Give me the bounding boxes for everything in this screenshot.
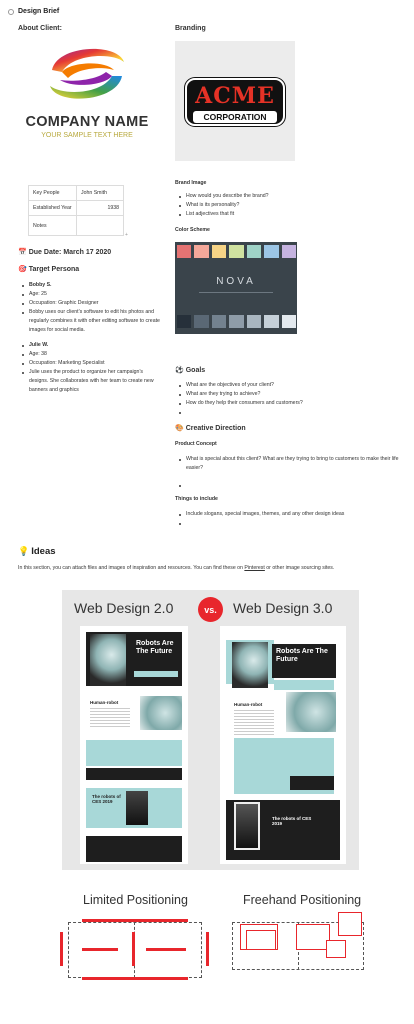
things-to-include-heading: Things to include	[175, 496, 218, 502]
limited-positioning-diagram	[60, 912, 210, 987]
human-robot-title: Human-robot	[234, 702, 263, 707]
web-design-3-title: Web Design 3.0	[233, 600, 333, 616]
persona-name[interactable]: Julie W.	[21, 341, 161, 350]
color-swatch	[247, 245, 261, 258]
creative-direction-header	[175, 424, 246, 432]
freehand-positioning-diagram	[230, 908, 370, 978]
web-design-2-title: Web Design 2.0	[74, 600, 174, 616]
persona-name[interactable]: Bobby S.	[21, 281, 161, 290]
list-item[interactable]: Age: 38	[21, 350, 161, 359]
logo-tagline: YOUR SAMPLE TEXT HERE	[41, 132, 133, 139]
red-bar-right-edge	[206, 932, 209, 966]
target-persona-header	[18, 265, 79, 273]
color-palette	[175, 242, 297, 334]
company-logo	[22, 40, 152, 140]
list-item[interactable]: What is special about this client? What are they trying to bring to customers to make their life easier?	[178, 455, 406, 473]
palette-name: NOVA	[216, 276, 256, 287]
calendar-icon: 📅	[18, 248, 27, 256]
page-header	[8, 8, 59, 15]
hero-accent	[134, 671, 178, 677]
table-cell-value[interactable]: John Smith	[77, 186, 124, 201]
table-row	[29, 186, 124, 201]
person-image	[234, 802, 260, 850]
list-item[interactable]	[178, 481, 406, 490]
red-bar-bottom	[82, 977, 188, 980]
color-swatch	[264, 315, 278, 328]
human-robot-title: Human-robot	[90, 700, 119, 705]
persona-bobby	[21, 281, 161, 336]
web-design-comparison-image	[62, 590, 359, 870]
web-design-3-page	[220, 626, 346, 864]
about-client-heading: About Client:	[18, 25, 62, 32]
color-swatch	[177, 315, 191, 328]
web-design-2-page	[80, 626, 188, 864]
box-3	[296, 924, 330, 950]
feature-icons	[290, 776, 334, 790]
text-lines	[234, 710, 274, 736]
persona-julie	[21, 341, 161, 396]
feature-band	[86, 740, 182, 766]
box-4	[338, 912, 362, 936]
lightbulb-icon: 💡	[18, 546, 30, 557]
branding-heading: Branding	[175, 25, 206, 32]
robot-head-image	[232, 642, 268, 688]
event-title: The robots of CES 2019	[92, 794, 121, 804]
list-item[interactable]: Occupation: Graphic Designer	[21, 299, 161, 308]
list-item[interactable]: Bobby uses our client's software to edit his photos and regularly combines it with other editing software to create images for social media.	[21, 308, 161, 335]
robot-head-image	[90, 634, 126, 686]
acme-logo-subword: CORPORATION	[193, 111, 277, 123]
due-date	[18, 248, 111, 256]
hero-title: Robots Are The Future	[276, 648, 328, 663]
list-item[interactable]: What is its personality?	[178, 201, 378, 210]
person-image	[126, 791, 148, 825]
brand-image-list	[178, 192, 378, 219]
creative-direction-heading: Creative Direction	[185, 424, 246, 432]
add-row-icon[interactable]: +	[125, 232, 128, 238]
list-item[interactable]: Julie uses the product to organize her campaign's designs. She collaborates with her team to create new banners and graphics	[21, 368, 161, 395]
list-item[interactable]: Include slogans, special images, themes, and any other design ideas	[178, 510, 406, 519]
palette-icon: 🎨	[175, 424, 184, 432]
color-swatch	[229, 315, 243, 328]
color-swatch	[282, 245, 296, 258]
list-item[interactable]: What are the objectives of your client?	[178, 381, 398, 390]
table-row	[29, 216, 124, 236]
pinterest-link[interactable]: Pinterest	[244, 565, 265, 571]
red-bar-right-h	[146, 948, 186, 951]
color-swatch	[212, 245, 226, 258]
palette-subtitle-line	[199, 292, 273, 293]
target-icon: 🎯	[18, 265, 27, 273]
color-swatch	[264, 245, 278, 258]
color-swatch	[247, 315, 261, 328]
acme-logo	[185, 78, 285, 126]
product-concept-heading: Product Concept	[175, 441, 217, 447]
table-cell-value[interactable]: 1938	[77, 201, 124, 216]
color-swatch	[212, 315, 226, 328]
table-row	[29, 201, 124, 216]
ideas-description	[18, 564, 408, 572]
things-to-include-list	[178, 510, 406, 528]
product-concept-list	[178, 455, 406, 490]
page-icon	[8, 9, 14, 15]
color-swatch	[282, 315, 296, 328]
red-bar-left-edge	[60, 932, 63, 966]
color-swatch	[177, 245, 191, 258]
acme-logo-word: ACME	[195, 83, 275, 109]
red-bar-top	[82, 919, 188, 922]
list-item[interactable]: How would you describe the brand?	[178, 192, 378, 201]
target-persona-heading: Target Persona	[28, 265, 80, 273]
list-item[interactable]: What are they trying to achieve?	[178, 390, 398, 399]
robot-hand-image	[286, 692, 336, 732]
goals-heading: Goals	[185, 366, 206, 374]
color-swatch	[194, 315, 208, 328]
table-cell-label[interactable]: Notes	[29, 216, 77, 236]
color-swatch	[229, 245, 243, 258]
list-item[interactable]	[178, 519, 406, 528]
goal-icon: ⚽	[175, 366, 184, 374]
freehand-positioning-label: Freehand Positioning	[243, 893, 362, 907]
list-item[interactable]: List adjectives that fit	[178, 210, 378, 219]
color-scheme-heading: Color Scheme	[175, 227, 210, 233]
list-item[interactable]: How do they help their consumers and customers?	[178, 399, 398, 408]
table-cell-label[interactable]: Key People	[29, 186, 77, 201]
gallery-strip	[86, 768, 182, 780]
hero-title: Robots Are The Future	[136, 640, 174, 655]
client-info-table	[28, 185, 124, 236]
red-bar-left-h	[82, 948, 118, 951]
list-item[interactable]: Occupation: Marketing Specialist	[21, 359, 161, 368]
ideas-text-before: In this section, you can attach files and images of inspiration and resources. You can find these on	[18, 565, 245, 571]
goals-header	[175, 366, 205, 374]
event-title: The robots of CES 2019	[272, 816, 312, 826]
swirl-logo-icon	[22, 40, 152, 108]
ideas-header	[18, 546, 56, 557]
vs-label: vs.	[204, 604, 217, 615]
ideas-heading: Ideas	[31, 546, 56, 557]
robot-hand-image	[140, 696, 182, 730]
ideas-text-after: or other image sourcing sites.	[264, 565, 335, 571]
brand-image-heading: Brand Image	[175, 180, 207, 186]
goals-list	[178, 381, 398, 417]
table-cell-value[interactable]	[77, 216, 124, 236]
page-title: Design Brief	[18, 8, 60, 15]
vs-badge	[198, 597, 223, 622]
logo-company-name: COMPANY NAME	[25, 114, 149, 130]
list-item[interactable]	[178, 408, 398, 417]
box-5	[326, 940, 346, 958]
list-item[interactable]: Age: 25	[21, 290, 161, 299]
due-date-label: Due Date: March 17 2020	[28, 248, 112, 256]
color-swatch	[194, 245, 208, 258]
hero-strip	[274, 680, 334, 690]
box-2	[246, 930, 276, 950]
red-bar-center-vertical	[132, 932, 135, 966]
footer-block	[86, 836, 182, 862]
acme-logo-box	[175, 41, 295, 161]
table-cell-label[interactable]: Established Year	[29, 201, 77, 216]
limited-positioning-label: Limited Positioning	[83, 893, 188, 907]
text-lines	[90, 708, 130, 728]
